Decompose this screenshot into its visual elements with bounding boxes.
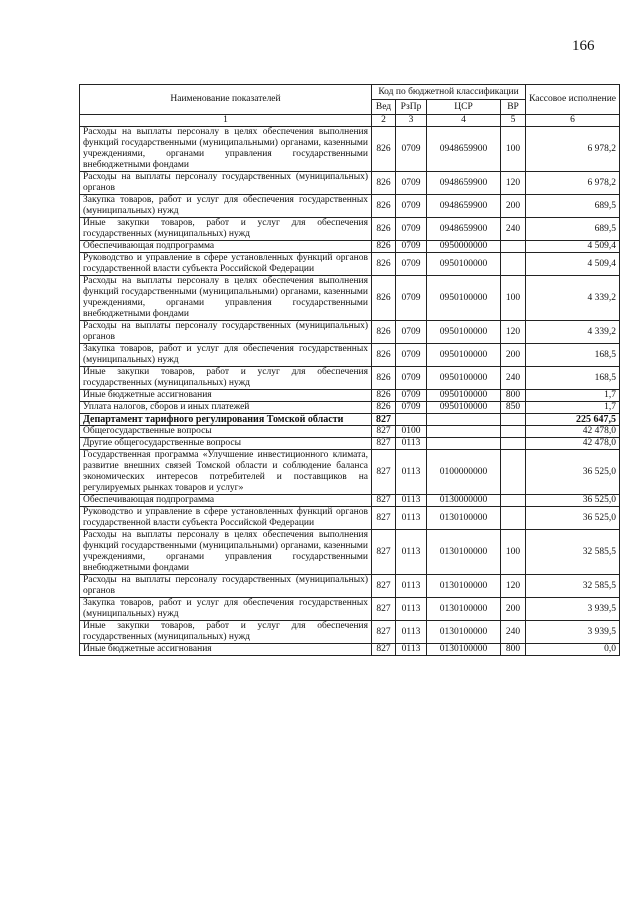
row-csr: 0100000000 [427, 450, 501, 495]
table-row [80, 402, 620, 414]
header-csr: ЦСР [427, 100, 501, 115]
row-vr: 100 [501, 276, 526, 321]
row-name: Иные бюджетные ассигнования [80, 644, 372, 656]
row-vr: 200 [501, 344, 526, 367]
row-sum: 6 978,2 [526, 172, 620, 195]
table-row [80, 276, 620, 321]
row-rzpr: 0709 [396, 344, 427, 367]
row-rzpr: 0113 [396, 495, 427, 507]
row-vr: 850 [501, 402, 526, 414]
row-name: Обеспечивающая подпрограмма [80, 241, 372, 253]
header-ved: Вед [372, 100, 396, 115]
table-row [80, 321, 620, 344]
row-vr [501, 507, 526, 530]
row-name: Иные бюджетные ассигнования [80, 390, 372, 402]
row-sum: 36 525,0 [526, 450, 620, 495]
row-rzpr [396, 414, 427, 426]
row-sum: 168,5 [526, 367, 620, 390]
row-ved: 826 [372, 218, 396, 241]
table-row [80, 127, 620, 172]
row-ved: 827 [372, 644, 396, 656]
row-rzpr: 0113 [396, 438, 427, 450]
header-num: 3 [396, 115, 427, 127]
row-csr: 0130100000 [427, 530, 501, 575]
row-csr [427, 438, 501, 450]
row-sum: 4 509,4 [526, 253, 620, 276]
row-csr: 0948659900 [427, 218, 501, 241]
table-row [80, 598, 620, 621]
row-csr: 0950100000 [427, 344, 501, 367]
row-csr: 0130100000 [427, 644, 501, 656]
header-num: 1 [80, 115, 372, 127]
table-row [80, 195, 620, 218]
row-sum: 4 339,2 [526, 276, 620, 321]
row-rzpr: 0709 [396, 390, 427, 402]
row-rzpr: 0709 [396, 218, 427, 241]
row-sum: 32 585,5 [526, 575, 620, 598]
row-csr: 0948659900 [427, 172, 501, 195]
table-row [80, 438, 620, 450]
table-row [80, 414, 620, 426]
row-csr: 0950100000 [427, 390, 501, 402]
row-ved: 827 [372, 450, 396, 495]
row-name: Государственная программа «Улучшение инвестиционного климата, развитие внешних связей Томской области и соблюдение баланса экономических интересов потребителей и поставщиков на регулируемых рынках товаров и услуг» [80, 450, 372, 495]
budget-table [79, 84, 620, 656]
row-csr: 0950100000 [427, 276, 501, 321]
header-vr: ВР [501, 100, 526, 115]
row-csr [427, 426, 501, 438]
row-vr: 240 [501, 367, 526, 390]
header-name: Наименование показателей [80, 85, 372, 115]
row-vr: 120 [501, 575, 526, 598]
row-csr: 0948659900 [427, 195, 501, 218]
header-code-group: Код по бюджетной классификации [372, 85, 526, 100]
row-csr [427, 414, 501, 426]
row-ved: 827 [372, 507, 396, 530]
row-name: Департамент тарифного регулирования Томской области [80, 414, 372, 426]
row-rzpr: 0113 [396, 575, 427, 598]
table-row [80, 218, 620, 241]
table-row [80, 253, 620, 276]
row-name: Расходы на выплаты персоналу государственных (муниципальных) органов [80, 172, 372, 195]
row-sum: 0,0 [526, 644, 620, 656]
row-name: Руководство и управление в сфере установленных функций органов государственной власти субъекта Российской Федерации [80, 253, 372, 276]
row-rzpr: 0113 [396, 450, 427, 495]
row-sum: 1,7 [526, 390, 620, 402]
row-csr: 0130000000 [427, 495, 501, 507]
row-sum: 36 525,0 [526, 507, 620, 530]
row-vr: 240 [501, 218, 526, 241]
row-name: Другие общегосударственные вопросы [80, 438, 372, 450]
row-sum: 689,5 [526, 195, 620, 218]
row-rzpr: 0709 [396, 276, 427, 321]
row-ved: 827 [372, 575, 396, 598]
row-vr [501, 253, 526, 276]
row-vr: 200 [501, 195, 526, 218]
row-rzpr: 0113 [396, 621, 427, 644]
row-name: Руководство и управление в сфере установленных функций органов государственной власти субъекта Российской Федерации [80, 507, 372, 530]
row-sum: 6 978,2 [526, 127, 620, 172]
page-number: 166 [572, 38, 595, 54]
row-name: Расходы на выплаты персоналу в целях обеспечения выполнения функций государственными (муниципальными) органами, казенными учреждениями, органами управления государственными внебюджетными фондами [80, 530, 372, 575]
table-row [80, 367, 620, 390]
row-sum: 1,7 [526, 402, 620, 414]
row-ved: 827 [372, 438, 396, 450]
row-vr [501, 495, 526, 507]
row-sum: 3 939,5 [526, 621, 620, 644]
row-name: Закупка товаров, работ и услуг для обеспечения государственных (муниципальных) нужд [80, 598, 372, 621]
row-ved: 826 [372, 253, 396, 276]
row-ved: 826 [372, 367, 396, 390]
row-ved: 827 [372, 530, 396, 575]
row-csr: 0130100000 [427, 575, 501, 598]
row-rzpr: 0709 [396, 402, 427, 414]
header-num: 4 [427, 115, 501, 127]
row-ved: 826 [372, 276, 396, 321]
row-name: Общегосударственные вопросы [80, 426, 372, 438]
row-rzpr: 0709 [396, 172, 427, 195]
header-num: 5 [501, 115, 526, 127]
row-csr: 0130100000 [427, 507, 501, 530]
row-ved: 826 [372, 172, 396, 195]
row-vr [501, 414, 526, 426]
row-ved: 826 [372, 390, 396, 402]
row-name: Уплата налогов, сборов и иных платежей [80, 402, 372, 414]
row-ved: 826 [372, 127, 396, 172]
row-csr: 0950100000 [427, 321, 501, 344]
row-rzpr: 0113 [396, 644, 427, 656]
row-sum: 32 585,5 [526, 530, 620, 575]
row-csr: 0950000000 [427, 241, 501, 253]
row-vr: 100 [501, 127, 526, 172]
row-rzpr: 0709 [396, 195, 427, 218]
row-ved: 826 [372, 344, 396, 367]
row-name: Расходы на выплаты персоналу в целях обеспечения выполнения функций государственными (муниципальными) органами, казенными учреждениями, органами управления государственными внебюджетными фондами [80, 276, 372, 321]
row-sum: 225 647,5 [526, 414, 620, 426]
row-vr [501, 450, 526, 495]
row-name: Иные закупки товаров, работ и услуг для обеспечения государственных (муниципальных) нужд [80, 218, 372, 241]
row-name: Закупка товаров, работ и услуг для обеспечения государственных (муниципальных) нужд [80, 344, 372, 367]
header-num: 2 [372, 115, 396, 127]
row-rzpr: 0100 [396, 426, 427, 438]
row-rzpr: 0709 [396, 241, 427, 253]
row-name: Закупка товаров, работ и услуг для обеспечения государственных (муниципальных) нужд [80, 195, 372, 218]
table-row [80, 172, 620, 195]
table-row [80, 390, 620, 402]
table-row [80, 644, 620, 656]
row-ved: 826 [372, 402, 396, 414]
row-vr: 800 [501, 644, 526, 656]
row-vr: 240 [501, 621, 526, 644]
row-vr [501, 426, 526, 438]
row-csr: 0950100000 [427, 253, 501, 276]
row-sum: 689,5 [526, 218, 620, 241]
row-ved: 827 [372, 598, 396, 621]
row-sum: 3 939,5 [526, 598, 620, 621]
row-ved: 827 [372, 495, 396, 507]
row-rzpr: 0709 [396, 321, 427, 344]
row-csr: 0948659900 [427, 127, 501, 172]
row-ved: 826 [372, 321, 396, 344]
row-vr: 200 [501, 598, 526, 621]
row-name: Расходы на выплаты персоналу государственных (муниципальных) органов [80, 575, 372, 598]
row-ved: 826 [372, 241, 396, 253]
table-row [80, 450, 620, 495]
header-rzpr: РзПр [396, 100, 427, 115]
row-csr: 0950100000 [427, 402, 501, 414]
row-csr: 0130100000 [427, 598, 501, 621]
row-rzpr: 0113 [396, 507, 427, 530]
row-vr: 120 [501, 321, 526, 344]
row-ved: 826 [372, 195, 396, 218]
header-execution: Кассовое исполнение [526, 85, 620, 115]
row-name: Обеспечивающая подпрограмма [80, 495, 372, 507]
row-vr: 800 [501, 390, 526, 402]
row-ved: 827 [372, 414, 396, 426]
table-row [80, 575, 620, 598]
row-sum: 42 478,0 [526, 426, 620, 438]
row-csr: 0130100000 [427, 621, 501, 644]
row-name: Иные закупки товаров, работ и услуг для обеспечения государственных (муниципальных) нужд [80, 621, 372, 644]
row-rzpr: 0709 [396, 367, 427, 390]
row-rzpr: 0709 [396, 253, 427, 276]
row-sum: 168,5 [526, 344, 620, 367]
row-vr: 100 [501, 530, 526, 575]
table-row [80, 344, 620, 367]
table-row [80, 621, 620, 644]
row-rzpr: 0113 [396, 598, 427, 621]
row-ved: 827 [372, 426, 396, 438]
row-csr: 0950100000 [427, 367, 501, 390]
table-row [80, 426, 620, 438]
row-name: Расходы на выплаты персоналу государственных (муниципальных) органов [80, 321, 372, 344]
table-row [80, 507, 620, 530]
table-row [80, 495, 620, 507]
row-vr [501, 438, 526, 450]
row-sum: 4 509,4 [526, 241, 620, 253]
row-sum: 36 525,0 [526, 495, 620, 507]
table-row [80, 241, 620, 253]
row-ved: 827 [372, 621, 396, 644]
table-row [80, 530, 620, 575]
row-sum: 4 339,2 [526, 321, 620, 344]
row-sum: 42 478,0 [526, 438, 620, 450]
row-vr [501, 241, 526, 253]
header-num: 6 [526, 115, 620, 127]
row-name: Иные закупки товаров, работ и услуг для обеспечения государственных (муниципальных) нужд [80, 367, 372, 390]
row-vr: 120 [501, 172, 526, 195]
row-name: Расходы на выплаты персоналу в целях обеспечения выполнения функций государственными (муниципальными) органами, казенными учреждениями, органами управления государственными внебюджетными фондами [80, 127, 372, 172]
row-rzpr: 0113 [396, 530, 427, 575]
row-rzpr: 0709 [396, 127, 427, 172]
